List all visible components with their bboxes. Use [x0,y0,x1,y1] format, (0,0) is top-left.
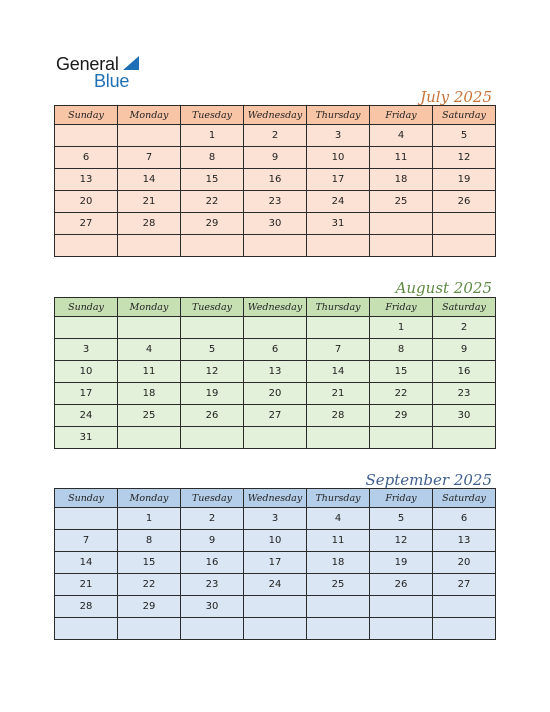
day-cell: 1 [370,317,433,339]
day-cell: 19 [181,383,244,405]
day-cell [433,235,496,257]
logo-word-blue: Blue [94,71,130,91]
day-cell: 5 [433,125,496,147]
weekday-header-sunday: Sunday [55,106,118,125]
day-cell: 7 [55,530,118,552]
day-cell: 8 [118,530,181,552]
weekday-header-thursday: Thursday [307,489,370,508]
day-cell [181,235,244,257]
day-cell: 20 [433,552,496,574]
day-cell [244,427,307,449]
day-cell: 10 [307,147,370,169]
week-row [55,169,496,191]
day-cell [55,317,118,339]
day-cell: 6 [433,508,496,530]
day-cell [370,235,433,257]
day-cell: 28 [307,405,370,427]
day-cell: 2 [181,508,244,530]
week-row [55,125,496,147]
day-cell: 10 [244,530,307,552]
weekday-header-wednesday: Wednesday [244,298,307,317]
day-cell: 18 [118,383,181,405]
day-cell: 27 [244,405,307,427]
day-cell: 23 [181,574,244,596]
day-cell [244,317,307,339]
day-cell: 22 [181,191,244,213]
day-cell: 21 [55,574,118,596]
week-row [55,339,496,361]
day-cell: 13 [433,530,496,552]
weekday-header-wednesday: Wednesday [244,489,307,508]
weekday-header-sunday: Sunday [55,298,118,317]
day-cell: 16 [433,361,496,383]
day-cell: 1 [118,508,181,530]
calendar-august [54,297,496,449]
day-cell: 14 [307,361,370,383]
week-row [55,552,496,574]
day-cell [55,125,118,147]
day-cell [307,427,370,449]
day-cell [118,618,181,640]
day-cell [244,618,307,640]
day-cell: 4 [370,125,433,147]
day-cell: 21 [307,383,370,405]
day-cell [307,235,370,257]
day-cell: 19 [370,552,433,574]
day-cell [55,508,118,530]
day-cell: 4 [118,339,181,361]
day-cell [370,213,433,235]
day-cell [307,618,370,640]
weekday-header-friday: Friday [370,298,433,317]
day-cell [181,618,244,640]
day-cell: 18 [370,169,433,191]
week-row [55,147,496,169]
day-cell: 25 [307,574,370,596]
weekday-header-tuesday: Tuesday [181,489,244,508]
day-cell [433,427,496,449]
day-cell: 14 [118,169,181,191]
day-cell [433,213,496,235]
weekday-header-monday: Monday [118,489,181,508]
day-cell [55,618,118,640]
day-cell: 27 [55,213,118,235]
week-row [55,191,496,213]
day-cell [118,427,181,449]
day-cell: 3 [244,508,307,530]
day-cell [370,618,433,640]
day-cell: 22 [370,383,433,405]
week-row [55,574,496,596]
weekday-header-tuesday: Tuesday [181,106,244,125]
weekday-header-friday: Friday [370,489,433,508]
weekday-header-row [55,298,496,317]
day-cell [244,596,307,618]
weekday-header-saturday: Saturday [433,298,496,317]
day-cell: 9 [244,147,307,169]
day-cell: 18 [307,552,370,574]
day-cell: 12 [181,361,244,383]
day-cell: 9 [433,339,496,361]
day-cell: 29 [181,213,244,235]
day-cell: 17 [244,552,307,574]
weekday-header-friday: Friday [370,106,433,125]
day-cell: 30 [244,213,307,235]
day-cell: 4 [307,508,370,530]
week-row [55,530,496,552]
day-cell: 31 [55,427,118,449]
week-row [55,361,496,383]
week-row [55,317,496,339]
day-cell: 8 [181,147,244,169]
day-cell: 16 [244,169,307,191]
day-cell: 24 [55,405,118,427]
day-cell: 3 [307,125,370,147]
day-cell: 15 [118,552,181,574]
day-cell: 26 [433,191,496,213]
week-row [55,383,496,405]
day-cell: 23 [244,191,307,213]
day-cell: 15 [370,361,433,383]
day-cell: 7 [118,147,181,169]
day-cell: 2 [244,125,307,147]
day-cell [244,235,307,257]
weekday-header-thursday: Thursday [307,298,370,317]
weekday-header-tuesday: Tuesday [181,298,244,317]
weekday-header-monday: Monday [118,106,181,125]
day-cell: 12 [370,530,433,552]
day-cell: 9 [181,530,244,552]
day-cell [118,317,181,339]
day-cell [181,427,244,449]
week-row [55,596,496,618]
day-cell [433,596,496,618]
day-cell: 3 [55,339,118,361]
day-cell: 2 [433,317,496,339]
day-cell: 10 [55,361,118,383]
day-cell: 5 [181,339,244,361]
day-cell: 20 [244,383,307,405]
day-cell: 28 [118,213,181,235]
day-cell: 31 [307,213,370,235]
day-cell: 26 [370,574,433,596]
day-cell: 11 [118,361,181,383]
day-cell: 27 [433,574,496,596]
weekday-header-row [55,489,496,508]
day-cell: 26 [181,405,244,427]
day-cell [118,235,181,257]
day-cell [433,618,496,640]
week-row [55,213,496,235]
day-cell: 29 [118,596,181,618]
day-cell: 1 [181,125,244,147]
weekday-header-monday: Monday [118,298,181,317]
weekday-header-sunday: Sunday [55,489,118,508]
calendar-september [54,488,496,640]
month-title-july: July 2025 [420,88,492,106]
day-cell: 16 [181,552,244,574]
day-cell [118,125,181,147]
day-cell: 13 [244,361,307,383]
day-cell [307,317,370,339]
day-cell: 11 [370,147,433,169]
month-title-september: September 2025 [365,471,492,489]
day-cell: 23 [433,383,496,405]
day-cell [181,317,244,339]
logo-triangle-icon [123,56,139,70]
day-cell: 24 [307,191,370,213]
day-cell: 13 [55,169,118,191]
day-cell: 21 [118,191,181,213]
day-cell: 25 [370,191,433,213]
weekday-header-wednesday: Wednesday [244,106,307,125]
day-cell: 12 [433,147,496,169]
day-cell: 8 [370,339,433,361]
week-row [55,618,496,640]
day-cell: 30 [181,596,244,618]
day-cell: 25 [118,405,181,427]
day-cell: 7 [307,339,370,361]
day-cell: 6 [55,147,118,169]
day-cell: 11 [307,530,370,552]
generalblue-logo [56,54,146,94]
day-cell: 30 [433,405,496,427]
day-cell [370,596,433,618]
day-cell: 14 [55,552,118,574]
day-cell: 29 [370,405,433,427]
week-row [55,508,496,530]
logo-word-general: General [56,54,119,74]
day-cell: 24 [244,574,307,596]
weekday-header-row [55,106,496,125]
day-cell: 17 [307,169,370,191]
day-cell: 20 [55,191,118,213]
week-row [55,405,496,427]
day-cell: 6 [244,339,307,361]
month-title-august: August 2025 [395,279,492,297]
day-cell: 22 [118,574,181,596]
week-row [55,427,496,449]
day-cell [370,427,433,449]
day-cell [55,235,118,257]
day-cell [307,596,370,618]
day-cell: 19 [433,169,496,191]
week-row [55,235,496,257]
day-cell: 5 [370,508,433,530]
day-cell: 15 [181,169,244,191]
calendar-july [54,105,496,257]
day-cell: 28 [55,596,118,618]
weekday-header-thursday: Thursday [307,106,370,125]
weekday-header-saturday: Saturday [433,489,496,508]
day-cell: 17 [55,383,118,405]
weekday-header-saturday: Saturday [433,106,496,125]
